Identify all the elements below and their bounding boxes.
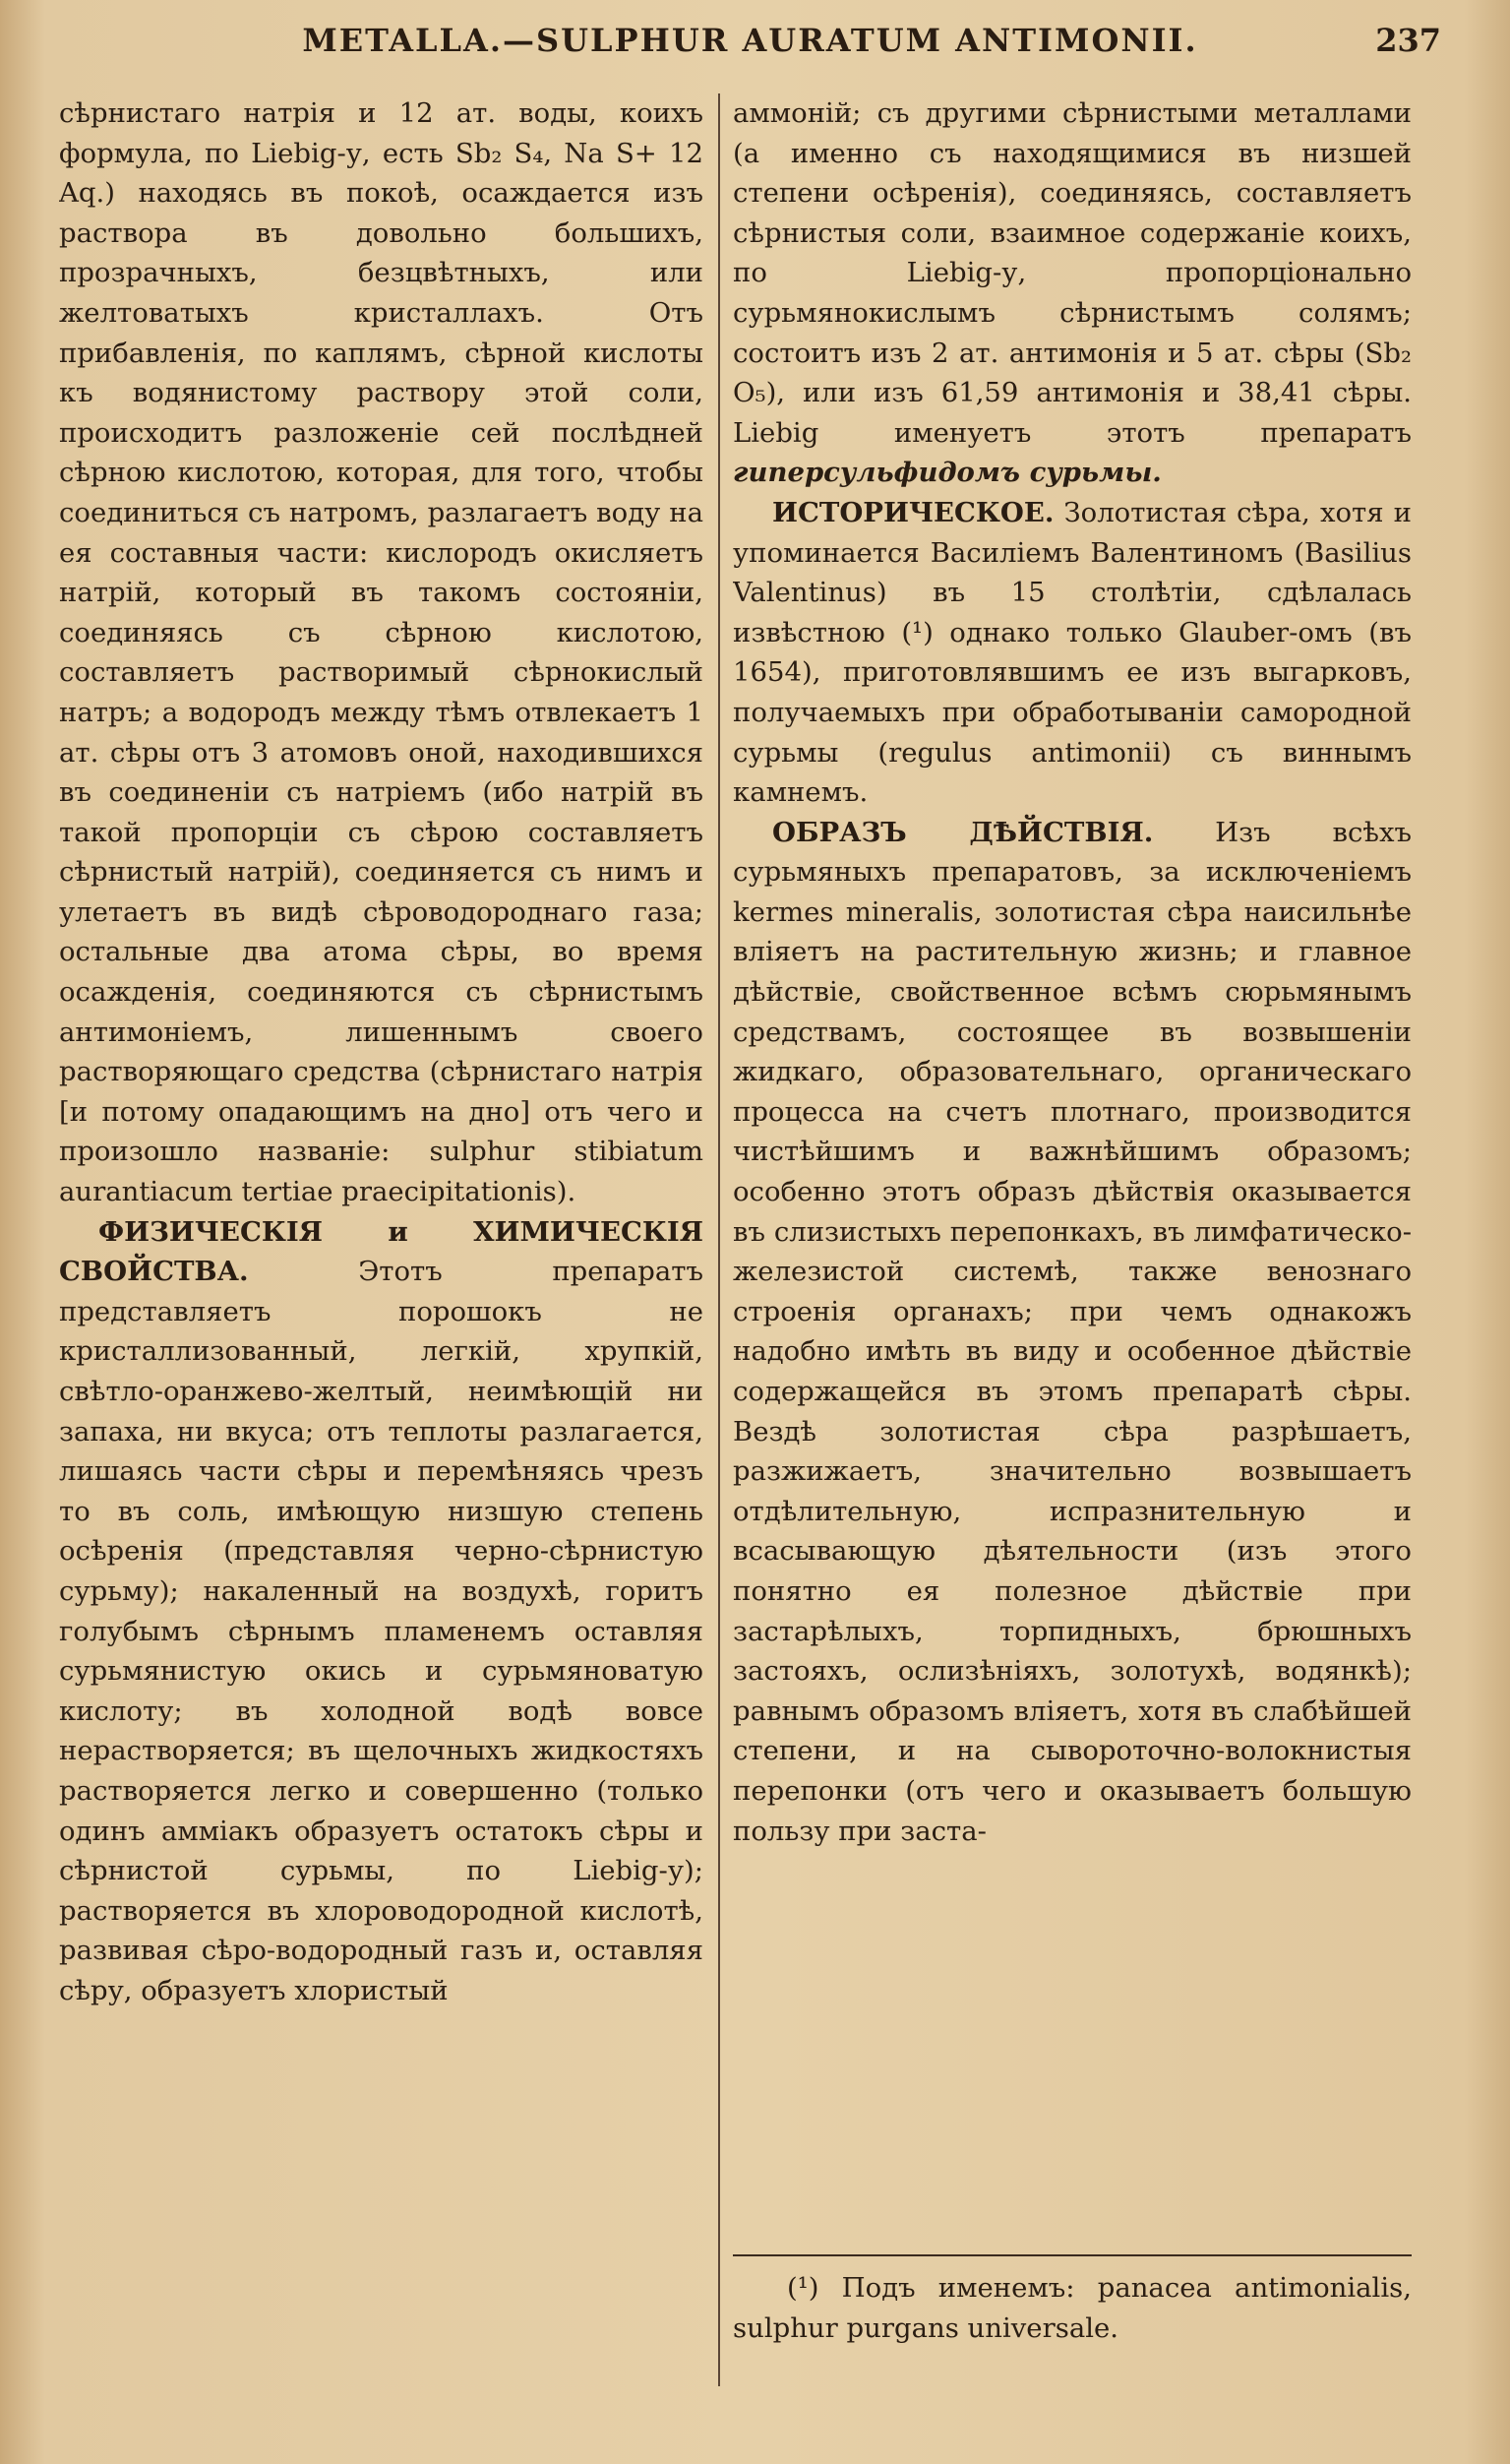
page-number: 237 — [1375, 22, 1441, 59]
mode-of-action-text: Изъ всѣхъ сурьмяныхъ препаратовъ, за исключеніемъ kermes mineralis, золотистая сѣра наисильнѣе вліяетъ на растительную жизнь; и главное дѣйствіе, свойственное всѣмъ сюрьмянымъ средствамъ, состоящее въ возвышеніи жидкаго, образовательнаго, органическаго процесса на счетъ плотнаго, производится чистѣйшимъ и важнѣйшимъ образомъ; особенно этотъ образъ дѣйствія оказывается въ слизистыхъ перепонкахъ, въ лимфатическо-железистой системѣ, также венознаго строенія органахъ; при чемъ однакожъ надобно имѣть въ виду и особенное дѣйствіе содержащейся въ этомъ препаратѣ сѣры. Вездѣ золотистая сѣра разрѣшаетъ, разжижаетъ, значительно возвышаетъ отдѣлительную, испразнительную и всасывающую дѣятельности (изъ этого понятно ея полезное дѣйствіе при застарѣлыхъ, торпидныхъ, брюшныхъ застояхъ, ослизѣніяхъ, золотухѣ, водянкѣ); равнымъ образомъ вліяетъ, хотя въ слабѣйшей степени, и на сывороточно-волокнистыя перепонки (отъ чего и оказываетъ большую пользу при заста- — [733, 816, 1412, 1847]
historical-heading: ИСТОРИЧЕСКОЕ. — [772, 496, 1055, 528]
left-column — [59, 93, 703, 2406]
historical-text: Золотистая сѣра, хотя и упоминается Василіемъ Валентиномъ (Basilius Valentinus) въ 15 столѣтіи, сдѣлалась извѣстною (¹) однако только Glauber-омъ (въ 1654), приготовлявшимъ ее изъ выгарковъ, получаемыхъ при обработываніи самородной сурьмы (regulus antimonii) съ виннымъ камнемъ. — [733, 496, 1412, 809]
footnote: (¹) Подъ именемъ: panacea antimonialis, sulphur purgans universale. — [733, 2272, 1412, 2344]
right-paragraph-text: аммоній; съ другими сѣрнистыми металлами (а именно съ находящимися въ низшей степени осѣренія), соединяясь, составляетъ сѣрнистыя соли, взаимное содержаніе коихъ, по Liebig-у, пропорціонально сурьмянокислымъ сѣрнистымъ солямъ; состоитъ изъ 2 ат. антимонія и 5 ат. сѣры (Sb₂ O₅), или изъ 61,59 антимонія и 38,41 сѣры. Liebig именуетъ этотъ препаратъ — [733, 97, 1412, 449]
column-divider — [718, 93, 720, 2386]
left-paragraph-continuation: сѣрнистаго натрія и 12 ат. воды, коихъ формула, по Liebig-у, есть Sb₂ S₄, Na S+ 12 Aq.) находясь въ покоѣ, осаждается изъ раствора въ довольно большихъ, прозрачныхъ, безцвѣтныхъ, или желтоватыхъ кристаллахъ. Отъ прибавленія, по каплямъ, сѣрной кислоты къ водянистому раствору этой соли, происходитъ разложеніе сей послѣдней сѣрною кислотою, которая, для того, чтобы соединиться съ натромъ, разлагаетъ воду на ея составныя части: кислородъ окисляетъ натрій, который въ такомъ состояніи, соединяясь съ сѣрною кислотою, составляетъ растворимый сѣрнокислый натръ; а водородъ между тѣмъ отвлекаетъ 1 ат. сѣры отъ 3 атомовъ оной, находившихся въ соединеніи съ натріемъ (ибо натрій въ такой пропорціи съ сѣрою составляетъ сѣрнистый натрій), соединяется съ нимъ и улетаетъ въ видѣ сѣроводороднаго газа; остальные два атома сѣры, во время осажденія, соединяются съ сѣрнистымъ антимоніемъ, лишеннымъ своего растворяющаго средства (сѣрнистаго натрія [и потому опадающимъ на дно] отъ чего и произошло названіе: sulphur stibiatum aurantiacum tertiae praecipitationis). — [59, 97, 703, 1208]
right-paragraph-continuation — [733, 93, 1412, 493]
physical-properties-heading: ФИЗИЧЕСКІЯ и ХИМИЧЕСКІЯ СВОЙСТВА. — [59, 1215, 703, 1288]
footnote-rule — [733, 2254, 1412, 2256]
physical-properties-paragraph — [59, 1212, 703, 2011]
running-head: METALLA.—SULPHUR AURATUM ANTIMONII. — [302, 22, 1198, 59]
physical-properties-text: Этотъ препаратъ представляетъ порошокъ не кристаллизованный, легкій, хрупкій, свѣтло-оранжево-желтый, неимѣющій ни запаха, ни вкуса; отъ теплоты разлагается, лишаясь части сѣры и перемѣняясь чрезъ то въ соль, имѣющую низшую степень осѣренія (представляя черно-сѣрнистую сурьму); накаленный на воздухѣ, горитъ голубымъ сѣрнымъ пламенемъ оставляя сурьмянистую окись и сурьмяноватую кислоту; въ холодной водѣ вовсе нерастворяется; въ щелочныхъ жидкостяхъ растворяется легко и совершенно (только одинъ амміакъ образуетъ остатокъ сѣры и сѣрнистой сурьмы, по Liebig-у); растворяется въ хлороводородной кислотѣ, развивая сѣро-водородный газъ и, оставляя сѣру, образуетъ хлористый — [59, 1256, 703, 2006]
page-header — [59, 22, 1441, 71]
hypersulfide-term: гиперсульфидомъ сурьмы. — [733, 457, 1162, 489]
mode-of-action-paragraph — [733, 813, 1412, 1851]
right-column — [733, 93, 1412, 2406]
mode-of-action-heading: ОБРАЗЪ ДѢЙСТВІЯ. — [772, 816, 1154, 848]
historical-paragraph — [733, 493, 1412, 813]
